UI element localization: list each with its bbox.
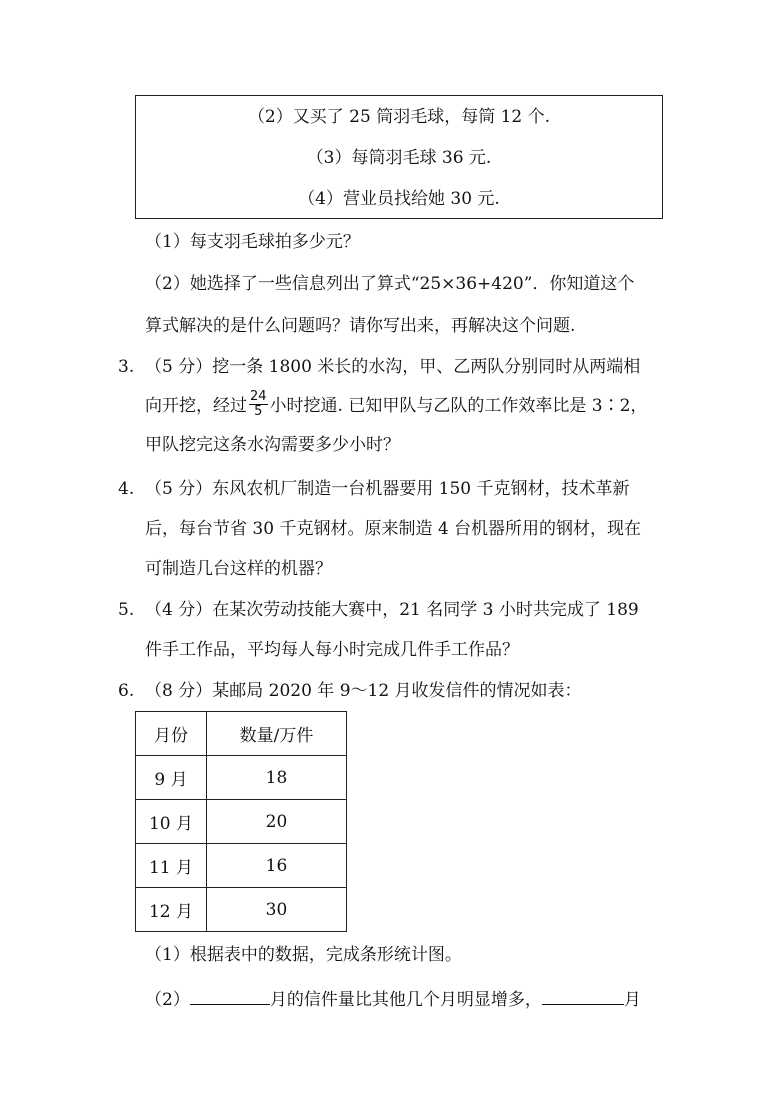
q4-line1: （5 分）东风农机厂制造一台机器要用 150 千克钢材，技术革新 (145, 479, 630, 499)
info-box (135, 95, 663, 219)
q2-sub2-line2: 算式解决的是什么问题吗？请你写出来，再解决这个问题. (145, 316, 576, 336)
q3-line2-pre: 向开挖，经过 (145, 396, 247, 416)
table-row (136, 888, 347, 932)
info-line-3: （3）每筒羽毛球 36 元. (306, 148, 492, 168)
q6-number: 6. (118, 681, 135, 701)
q4-line3: 可制造几台这样的机器？ (145, 559, 332, 579)
fraction-numerator: 24 (250, 389, 267, 404)
info-line-2: （2）又买了 25 筒羽毛球，每筒 12 个. (247, 107, 551, 127)
table-row (136, 844, 347, 888)
q5-line1: （4 分）在某次劳动技能大赛中，21 名同学 3 小时共完成了 189 (145, 600, 639, 620)
table-header-row (136, 712, 347, 756)
q3-line2 (145, 389, 648, 421)
q6-sub1: （1）根据表中的数据，完成条形统计图。 (145, 945, 462, 965)
q2-sub2-line1: （2）她选择了一些信息列出了算式“25×36+420”．你知道这个 (145, 274, 635, 294)
table-header-cell: 月份 (136, 712, 207, 756)
fraction-denominator: 5 (254, 404, 263, 419)
answer-blank-2[interactable] (542, 986, 624, 1005)
fraction (249, 390, 268, 419)
table-cell-month: 12 月 (136, 888, 207, 932)
q6-sub2-mid: 月的信件量比其他几个月明显增多， (269, 990, 542, 1010)
q2-sub1: （1）每支羽毛球拍多少元？ (145, 232, 360, 252)
table-cell-month: 10 月 (136, 800, 207, 844)
table-cell-value: 30 (207, 888, 347, 932)
q5-line2: 件手工作品，平均每人每小时完成几件手工作品？ (145, 640, 519, 660)
q5-number: 5. (118, 600, 135, 620)
q6-sub2 (145, 986, 641, 1011)
q3-line1: （5 分）挖一条 1800 米长的水沟，甲、乙两队分别同时从两端相 (145, 357, 641, 377)
answer-blank-1[interactable] (190, 986, 270, 1005)
q6-sub2-prefix: （2） (145, 990, 190, 1010)
mail-volume-table (135, 711, 347, 932)
table-row (136, 756, 347, 800)
table-cell-month: 9 月 (136, 756, 207, 800)
q3-number: 3. (118, 357, 135, 377)
table-header-cell: 数量/万件 (207, 712, 347, 756)
table-cell-month: 11 月 (136, 844, 207, 888)
table-cell-value: 18 (207, 756, 347, 800)
q4-number: 4. (118, 479, 135, 499)
q6-sub2-suffix: 月 (623, 990, 641, 1010)
q3-line2-post: 小时挖通. 已知甲队与乙队的工作效率比是 3∶2， (269, 396, 648, 416)
table-cell-value: 16 (207, 844, 347, 888)
table-cell-value: 20 (207, 800, 347, 844)
info-line-4: （4）营业员找给她 30 元. (298, 189, 500, 209)
q6-line1: （8 分）某邮局 2020 年 9～12 月收发信件的情况如表： (145, 681, 582, 701)
table-row (136, 800, 347, 844)
q3-line3: 甲队挖完这条水沟需要多少小时？ (145, 435, 400, 455)
q4-line2: 后，每台节省 30 千克钢材。原来制造 4 台机器所用的钢材，现在 (145, 519, 642, 539)
